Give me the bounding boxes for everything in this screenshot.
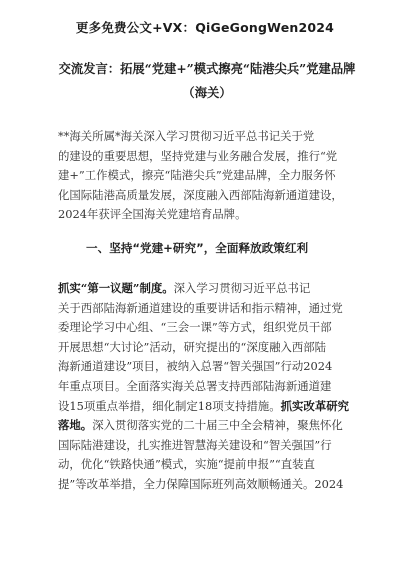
para-line	[58, 397, 378, 417]
para-line: 开展思想“大讨论”活动，研究提出的“深度融入西部陆	[58, 339, 327, 354]
para-text: 深入学习贯彻习近平总书记	[173, 281, 311, 295]
document-title	[44, 57, 370, 105]
section-heading-1: 一、坚持“党建+研究”，全面释放政策红利	[86, 241, 309, 255]
intro-line: **海关所属*海关深入学习贯彻习近平总书记关于党	[58, 129, 315, 143]
header-watermark-text: 更多免费公文+VX：QiGeGongWen2024	[75, 20, 335, 35]
para-line: 关于西部陆海新通道建设的重要讲话和指示精神，通过党	[58, 300, 343, 315]
title-line-1: 交流发言：拓展“党建+”模式擦亮“陆港尖兵”党建品牌	[58, 61, 356, 76]
para-line	[58, 416, 378, 436]
para-line: 年重点项目。全面落实海关总署支持西部陆海新通道建	[58, 378, 332, 393]
para-line: 海新通道建设”项目，被纳入总署“智关强国”行动2024	[58, 359, 333, 374]
para-line: 国际陆港建设，扎实推进智慧海关建设和“智关强国”行	[58, 437, 332, 452]
intro-line: 建+”工作模式，擦亮“陆港尖兵”党建品牌，全力服务怀	[58, 168, 336, 183]
para-line	[58, 279, 378, 299]
intro-line: 化国际陆港高质量发展，深度融入西部陆海新通道建设，	[58, 187, 343, 202]
bold-lead-in: 抓实“第一议题”制度。	[58, 281, 174, 295]
para-text: 深入贯彻落实党的二十届三中全会精神，聚焦怀化	[92, 418, 343, 433]
intro-line: 的建设的重要思想，坚持党建与业务融合发展，推行“党	[58, 148, 338, 163]
title-line-2: （海关）	[182, 85, 232, 100]
para-text: 设15项重点举措，细化制定18项支持措施。	[58, 398, 281, 413]
section1-paragraph	[58, 279, 378, 495]
para-line: 动，优化“铁路快通”模式，实施“提前申报”“直装直	[58, 457, 315, 472]
bold-lead-in: 抓实改革研究	[280, 398, 349, 413]
para-line: 委理论学习中心组、“三会一课”等方式，组织党员干部	[58, 320, 332, 335]
intro-line: 2024年获评全国海关党建培育品牌。	[58, 207, 247, 222]
para-line: 提”等改革举措，全力保障国际班列高效顺畅通关。2024	[58, 476, 344, 491]
bold-lead-in: 落地。	[58, 418, 93, 433]
intro-paragraph	[58, 127, 378, 225]
